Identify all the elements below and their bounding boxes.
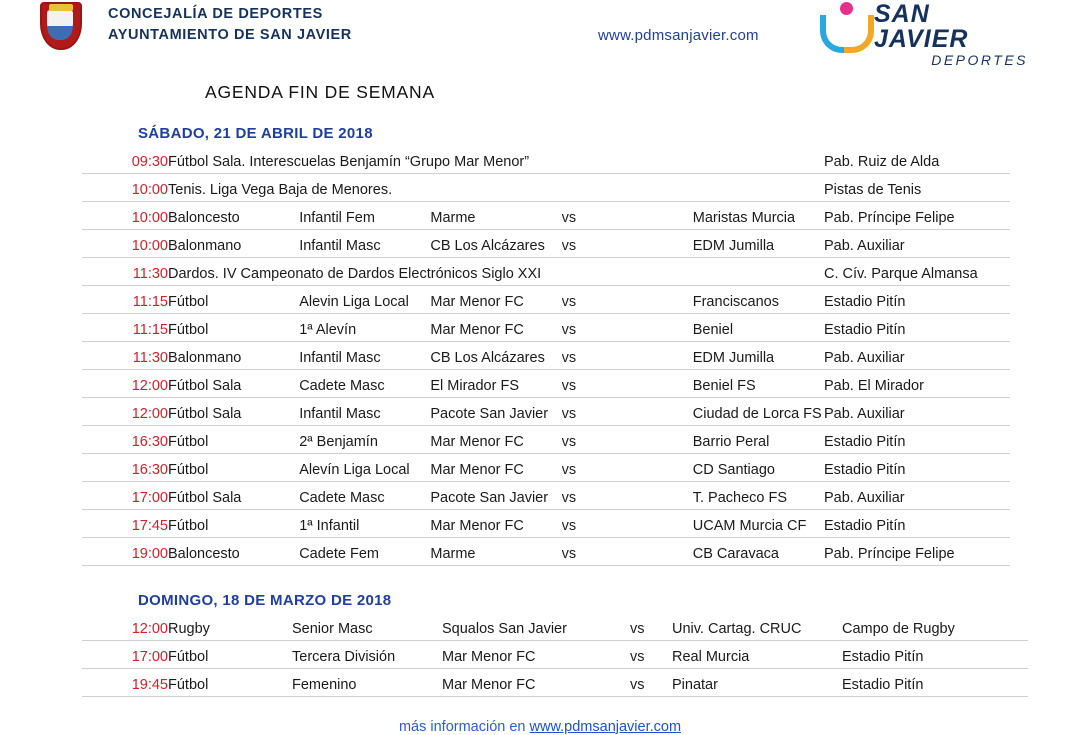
event-time: 10:00 — [82, 230, 168, 258]
event-time: 12:00 — [82, 398, 168, 426]
event-away-team: Barrio Peral — [693, 426, 824, 454]
event-away-team: EDM Jumilla — [693, 230, 824, 258]
event-away-team: Beniel FS — [693, 370, 824, 398]
event-sport: Baloncesto — [168, 202, 299, 230]
event-time: 19:45 — [82, 669, 168, 697]
event-vs-label: vs — [630, 613, 672, 641]
event-time: 17:00 — [82, 641, 168, 669]
event-venue: Estadio Pitín — [824, 286, 1010, 314]
event-venue: Estadio Pitín — [824, 454, 1010, 482]
coat-of-arms-icon — [40, 2, 82, 52]
event-away-team: Pinatar — [672, 669, 842, 697]
day-header: DOMINGO, 18 DE MARZO DE 2018 — [138, 592, 392, 609]
event-vs-label: vs — [562, 398, 693, 426]
event-home-team: Mar Menor FC — [442, 669, 630, 697]
event-category: 1ª Infantil — [299, 510, 430, 538]
org-line-1: CONCEJALÍA DE DEPORTES — [108, 6, 323, 22]
org-line-2: AYUNTAMIENTO DE SAN JAVIER — [108, 27, 352, 44]
event-venue: Pab. Auxiliar — [824, 230, 1010, 258]
event-category: Cadete Masc — [299, 482, 430, 510]
event-time: 19:00 — [82, 538, 168, 566]
event-vs-label: vs — [562, 370, 693, 398]
event-venue: Pab. El Mirador — [824, 370, 1010, 398]
event-time: 09:30 — [82, 146, 168, 174]
event-category: Infantil Fem — [299, 202, 430, 230]
event-time: 12:00 — [82, 370, 168, 398]
event-vs-label: vs — [562, 482, 693, 510]
event-venue: Estadio Pitín — [824, 314, 1010, 342]
event-category: 1ª Alevín — [299, 314, 430, 342]
event-time: 10:00 — [82, 174, 168, 202]
event-home-team: CB Los Alcázares — [430, 342, 561, 370]
event-time: 16:30 — [82, 426, 168, 454]
event-vs-label: vs — [630, 641, 672, 669]
event-home-team: Pacote San Javier — [430, 398, 561, 426]
event-away-team: EDM Jumilla — [693, 342, 824, 370]
event-description: Tenis. Liga Vega Baja de Menores. — [168, 174, 824, 202]
event-sport: Fútbol — [168, 454, 299, 482]
event-away-team: Maristas Murcia — [693, 202, 824, 230]
event-home-team: Mar Menor FC — [442, 641, 630, 669]
san-javier-deportes-logo-icon — [818, 0, 1028, 68]
event-home-team: Mar Menor FC — [430, 454, 561, 482]
event-home-team: Mar Menor FC — [430, 286, 561, 314]
event-vs-label: vs — [562, 342, 693, 370]
event-home-team: CB Los Alcázares — [430, 230, 561, 258]
table-row — [82, 342, 1010, 370]
event-venue: Pab. Auxiliar — [824, 482, 1010, 510]
event-sport: Fútbol Sala — [168, 482, 299, 510]
table-row — [82, 286, 1010, 314]
event-description: Fútbol Sala. Interescuelas Benjamín “Grupo Mar Menor” — [168, 146, 824, 174]
event-sport: Balonmano — [168, 342, 299, 370]
event-category: Tercera División — [292, 641, 442, 669]
event-venue: Pab. Príncipe Felipe — [824, 202, 1010, 230]
event-time: 11:15 — [82, 314, 168, 342]
event-vs-label: vs — [562, 454, 693, 482]
event-vs-label: vs — [562, 286, 693, 314]
organization-titles — [108, 4, 352, 46]
event-home-team: Marme — [430, 538, 561, 566]
event-category: Cadete Masc — [299, 370, 430, 398]
event-sport: Fútbol — [168, 510, 299, 538]
event-home-team: Mar Menor FC — [430, 510, 561, 538]
table-row — [82, 398, 1010, 426]
event-away-team: Univ. Cartag. CRUC — [672, 613, 842, 641]
event-away-team: UCAM Murcia CF — [693, 510, 824, 538]
event-venue: Campo de Rugby — [842, 613, 1028, 641]
day-header: SÁBADO, 21 DE ABRIL DE 2018 — [138, 125, 373, 142]
event-sport: Fútbol — [168, 426, 299, 454]
event-vs-label: vs — [562, 202, 693, 230]
logo-figure-icon — [818, 2, 870, 50]
event-venue: Pab. Príncipe Felipe — [824, 538, 1010, 566]
event-away-team: Franciscanos — [693, 286, 824, 314]
table-row — [82, 538, 1010, 566]
table-row — [82, 146, 1010, 174]
table-row — [82, 174, 1010, 202]
agenda-body — [0, 125, 1080, 697]
event-vs-label: vs — [630, 669, 672, 697]
event-time: 10:00 — [82, 202, 168, 230]
event-vs-label: vs — [562, 538, 693, 566]
event-sport: Balonmano — [168, 230, 299, 258]
event-home-team: Pacote San Javier — [430, 482, 561, 510]
event-venue: Pab. Auxiliar — [824, 342, 1010, 370]
table-row — [82, 370, 1010, 398]
agenda-table — [82, 613, 1028, 697]
event-sport: Fútbol Sala — [168, 398, 299, 426]
event-vs-label: vs — [562, 230, 693, 258]
event-sport: Fútbol — [168, 314, 299, 342]
event-category: Alevin Liga Local — [299, 286, 430, 314]
event-time: 11:30 — [82, 258, 168, 286]
event-away-team: Beniel — [693, 314, 824, 342]
event-time: 12:00 — [82, 613, 168, 641]
event-home-team: Marme — [430, 202, 561, 230]
event-away-team: CB Caravaca — [693, 538, 824, 566]
event-venue: Estadio Pitín — [842, 641, 1028, 669]
event-time: 17:00 — [82, 482, 168, 510]
event-away-team: Ciudad de Lorca FS — [693, 398, 824, 426]
event-vs-label: vs — [562, 314, 693, 342]
event-category: Cadete Fem — [299, 538, 430, 566]
document-header — [0, 0, 1080, 66]
agenda-table — [82, 146, 1010, 566]
event-venue: C. Cív. Parque Almansa — [824, 258, 1010, 286]
event-sport: Fútbol Sala — [168, 370, 299, 398]
page-title: AGENDA FIN DE SEMANA — [205, 82, 435, 102]
event-venue: Estadio Pitín — [824, 426, 1010, 454]
event-description: Dardos. IV Campeonato de Dardos Electrónicos Siglo XXI — [168, 258, 824, 286]
event-away-team: Real Murcia — [672, 641, 842, 669]
event-home-team: El Mirador FS — [430, 370, 561, 398]
event-sport: Fútbol — [168, 669, 292, 697]
table-row — [82, 613, 1028, 641]
event-sport: Baloncesto — [168, 538, 299, 566]
table-row — [82, 641, 1028, 669]
event-venue: Estadio Pitín — [824, 510, 1010, 538]
event-venue: Pab. Ruiz de Alda — [824, 146, 1010, 174]
table-row — [82, 230, 1010, 258]
event-category: Femenino — [292, 669, 442, 697]
table-row — [82, 454, 1010, 482]
table-row — [82, 202, 1010, 230]
event-venue: Pistas de Tenis — [824, 174, 1010, 202]
footer — [0, 719, 1080, 735]
event-venue: Estadio Pitín — [842, 669, 1028, 697]
event-venue: Pab. Auxiliar — [824, 398, 1010, 426]
event-sport: Rugby — [168, 613, 292, 641]
event-category: Senior Masc — [292, 613, 442, 641]
event-category: Alevín Liga Local — [299, 454, 430, 482]
event-time: 16:30 — [82, 454, 168, 482]
event-category: Infantil Masc — [299, 398, 430, 426]
event-home-team: Mar Menor FC — [430, 426, 561, 454]
table-row — [82, 669, 1028, 697]
table-row — [82, 258, 1010, 286]
event-away-team: CD Santiago — [693, 454, 824, 482]
event-time: 11:30 — [82, 342, 168, 370]
event-category: 2ª Benjamín — [299, 426, 430, 454]
header-website-link[interactable]: www.pdmsanjavier.com — [598, 27, 759, 44]
table-row — [82, 426, 1010, 454]
event-vs-label: vs — [562, 426, 693, 454]
event-time: 11:15 — [82, 286, 168, 314]
table-row — [82, 482, 1010, 510]
event-time: 17:45 — [82, 510, 168, 538]
table-row — [82, 510, 1010, 538]
event-home-team: Squalos San Javier — [442, 613, 630, 641]
footer-website-link[interactable]: www.pdmsanjavier.com — [529, 719, 682, 735]
brand-name: SAN JAVIER — [874, 0, 969, 53]
event-vs-label: vs — [562, 510, 693, 538]
footer-text: más información en — [398, 719, 530, 735]
event-home-team: Mar Menor FC — [430, 314, 561, 342]
event-sport: Fútbol — [168, 641, 292, 669]
event-sport: Fútbol — [168, 286, 299, 314]
table-row — [82, 314, 1010, 342]
event-category: Infantil Masc — [299, 342, 430, 370]
event-away-team: T. Pacheco FS — [693, 482, 824, 510]
event-category: Infantil Masc — [299, 230, 430, 258]
brand-subtitle: DEPORTES — [931, 52, 1028, 68]
